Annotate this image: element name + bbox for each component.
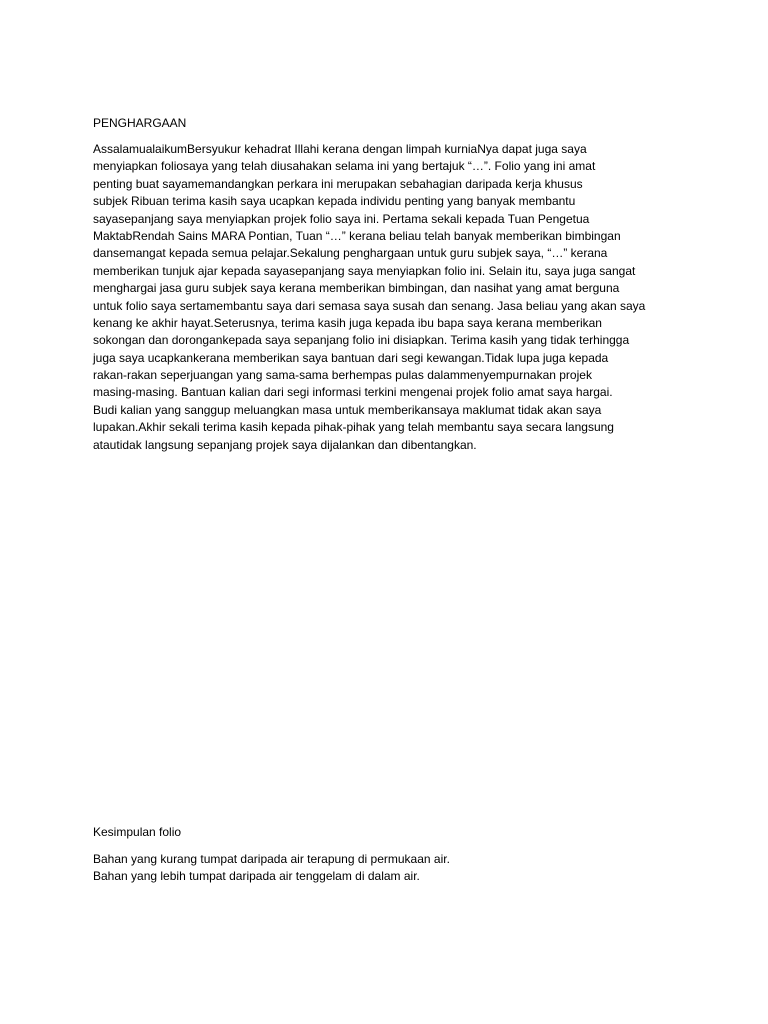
paragraph-line: subjek Ribuan terima kasih saya ucapkan kepada individu penting yang banyak membantu — [93, 194, 576, 209]
conclusion-line: Bahan yang kurang tumpat daripada air terapung di permukaan air. — [93, 852, 450, 866]
acknowledgement-heading: PENGHARGAAN — [93, 116, 187, 130]
paragraph-line: memberikan tunjuk ajar kepada sayasepanjang saya menyiapkan folio ini. Selain itu, saya juga sangat — [93, 263, 636, 278]
paragraph-line: MaktabRendah Sains MARA Pontian, Tuan “…” kerana beliau telah banyak memberikan bimbingan — [93, 228, 621, 243]
paragraph-line: penting buat sayamemandangkan perkara ini merupakan sebahagian daripada kerja khusus — [93, 176, 583, 191]
paragraph-line: AssalamualaikumBersyukur kehadrat Illahi kerana dengan limpah kurniaNya dapat juga saya — [93, 142, 587, 156]
conclusion-line: Bahan yang lebih tumpat daripada air tenggelam di dalam air. — [93, 869, 420, 884]
paragraph-line: masing-masing. Bantuan kalian dari segi informasi terkini mengenai projek folio amat saya hargai. — [93, 385, 613, 400]
paragraph-line: untuk folio saya sertamembantu saya dari semasa saya susah dan senang. Jasa beliau yang akan saya — [93, 298, 646, 313]
paragraph-line: rakan-rakan seperjuangan yang sama-sama berhempas pulas dalammenyempurnakan projek — [93, 368, 592, 383]
paragraph-line: sokongan dan dorongankepada saya sepanjang folio ini disiapkan. Terima kasih yang tidak terhingga — [93, 333, 630, 348]
paragraph-line: menyiapkan foliosaya yang telah diusahakan selama ini yang bertajuk “…”. Folio yang ini amat — [93, 159, 596, 174]
paragraph-line: menghargai jasa guru subjek saya kerana memberikan bimbingan, dan nasihat yang amat berguna — [93, 281, 620, 296]
paragraph-line: kenang ke akhir hayat.Seterusnya, terima kasih juga kepada ibu bapa saya kerana memberikan — [93, 315, 602, 330]
paragraph-line: atautidak langsung sepanjang projek saya dijalankan dan dibentangkan. — [93, 437, 477, 452]
paragraph-line: juga saya ucapkankerana memberikan saya bantuan dari segi kewangan.Tidak lupa juga kepada — [93, 350, 609, 365]
paragraph-line: Budi kalian yang sanggup meluangkan masa untuk memberikansaya maklumat tidak akan saya — [93, 402, 602, 417]
paragraph-line: lupakan.Akhir sekali terima kasih kepada pihak-pihak yang telah membantu saya secara langsung — [93, 420, 614, 435]
conclusion-paragraph — [93, 851, 693, 886]
conclusion-heading: Kesimpulan folio — [93, 825, 182, 839]
acknowledgement-paragraph — [93, 141, 693, 454]
paragraph-line: dansemangat kepada semua pelajar.Sekalung penghargaan untuk guru subjek saya, “…” kerana — [93, 246, 608, 261]
paragraph-line: sayasepanjang saya menyiapkan projek folio saya ini. Pertama sekali kepada Tuan Pengetua — [93, 211, 590, 226]
